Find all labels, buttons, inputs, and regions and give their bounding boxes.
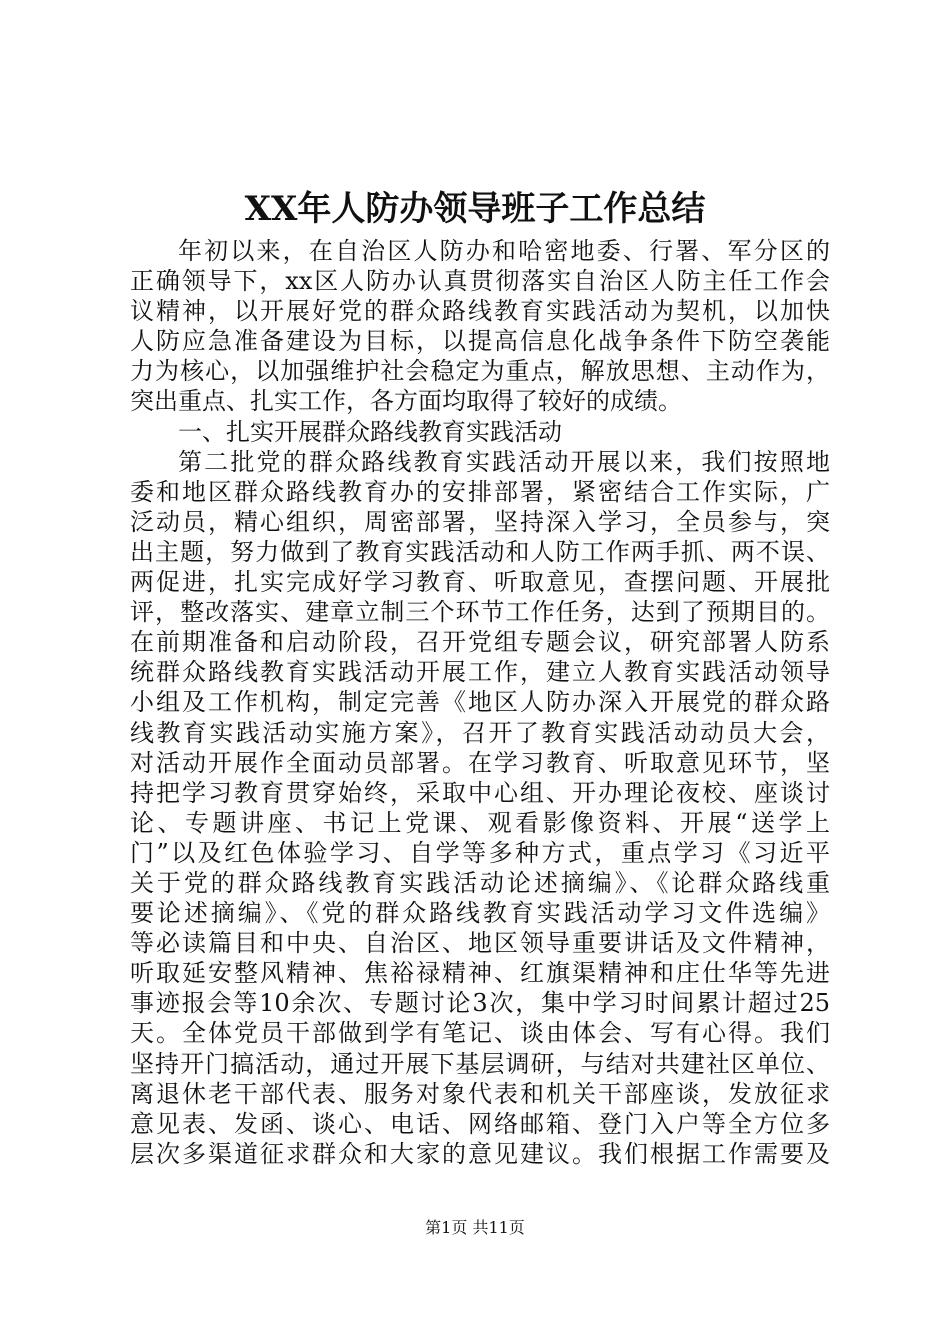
text-line: 委和地区群众路线教育办的安排部署，紧密结合工作实际，广 (130, 477, 830, 506)
text-line: 对活动开展作全面动员部署。在学习教育、听取意见环节，坚 (130, 748, 830, 777)
text-line: 意见表、发函、谈心、电话、网络邮箱、登门入户等全方位多 (130, 1109, 830, 1138)
text-line: 一、扎实开展群众路线教育实践活动 (178, 417, 562, 446)
text-line: 等必读篇目和中央、自治区、地区领导重要讲话及文件精神， (130, 929, 830, 958)
text-line: 要论述摘编》、《党的群众路线教育实践活动学习文件选编》 (130, 899, 830, 928)
text-line: 层次多渠道征求群众和大家的意见建议。我们根据工作需要及 (130, 1139, 830, 1168)
text-line: 离退休老干部代表、服务对象代表和机关干部座谈，发放征求 (130, 1079, 830, 1108)
text-line: 天。全体党员干部做到学有笔记、谈由体会、写有心得。我们 (130, 1019, 830, 1048)
text-line: 持把学习教育贯穿始终，采取中心组、开办理论夜校、座谈讨 (130, 778, 830, 807)
text-line: 议精神，以开展好党的群众路线教育实践活动为契机，以加快 (130, 297, 830, 326)
text-line: 两促进，扎实完成好学习教育、听取意见，查摆问题、开展批 (130, 568, 830, 597)
text-line: 事迹报会等10余次、专题讨论3次，集中学习时间累计超过25 (130, 989, 830, 1018)
text-line: 出主题，努力做到了教育实践活动和人防工作两手抓、两不误、 (130, 537, 830, 566)
text-line: 门”以及红色体验学习、自学等多种方式，重点学习《习近平 (130, 838, 830, 867)
text-line: 突出重点、扎实工作，各方面均取得了较好的成绩。 (130, 387, 682, 416)
text-line: 统群众路线教育实践活动开展工作，建立人教育实践活动领导 (130, 658, 830, 687)
text-line: 正确领导下，xx区人防办认真贯彻落实自治区人防主任工作会 (130, 267, 830, 296)
text-line: 力为核心，以加强维护社会稳定为重点，解放思想、主动作为， (130, 357, 830, 386)
text-line: 关于党的群众路线教育实践活动论述摘编》、《论群众路线重 (130, 868, 830, 897)
document-body (130, 236, 830, 1169)
text-line: 听取延安整风精神、焦裕禄精神、红旗渠精神和庄仕华等先进 (130, 959, 830, 988)
text-line: 年初以来，在自治区人防办和哈密地委、行署、军分区的 (178, 237, 830, 265)
page-footer: 第1页 共11页 (425, 1218, 525, 1237)
text-line: 人防应急准备建设为目标，以提高信息化战争条件下防空袭能 (130, 327, 830, 356)
text-line: 评，整改落实、建章立制三个环节工作任务，达到了预期目的。 (130, 598, 830, 627)
text-line: 坚持开门搞活动，通过开展下基层调研，与结对共建社区单位、 (130, 1049, 830, 1078)
text-line: 论、专题讲座、书记上党课、观看影像资料、开展“送学上 (130, 808, 830, 837)
text-line: 线教育实践活动实施方案》，召开了教育实践活动动员大会， (130, 718, 830, 747)
text-line: 小组及工作机构，制定完善《地区人防办深入开展党的群众路 (130, 688, 830, 717)
document-title: XX年人防办领导班子工作总结 (244, 189, 706, 229)
text-line: 泛动员，精心组织，周密部署，坚持深入学习，全员参与，突 (130, 507, 830, 536)
text-line: 第二批党的群众路线教育实践活动开展以来，我们按照地 (178, 447, 830, 476)
text-line: 在前期准备和启动阶段，召开党组专题会议，研究部署人防系 (130, 628, 830, 657)
